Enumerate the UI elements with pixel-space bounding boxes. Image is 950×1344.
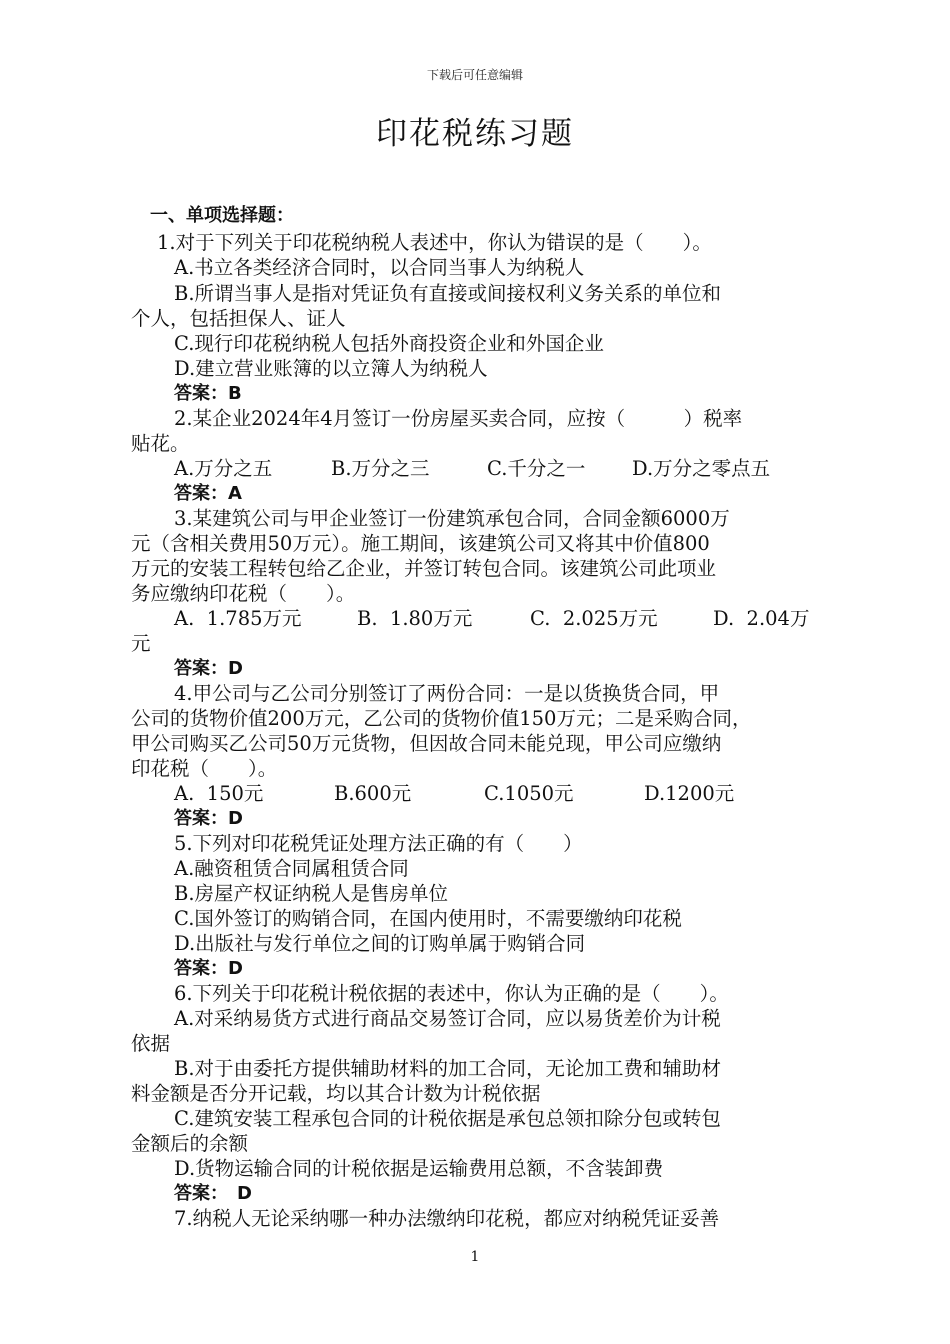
question-3-option-c: C. 2.025万元 bbox=[530, 607, 658, 630]
question-1-option-a: A.书立各类经济合同时，以合同当事人为纳税人 bbox=[174, 256, 585, 279]
question-3-option-d-cont: 元 bbox=[131, 632, 151, 655]
question-4-answer: 答案：D bbox=[174, 808, 243, 829]
question-3-option-d: D. 2.04万 bbox=[713, 607, 810, 630]
question-4-options bbox=[174, 781, 824, 806]
question-1-option-b: B.所谓当事人是指对凭证负有直接或间接权利义务关系的单位和 bbox=[174, 282, 722, 305]
question-4-option-d: D.1200元 bbox=[644, 782, 735, 805]
question-4-stem-cont-2: 甲公司购买乙公司50万元货物，但因故合同未能兑现，甲公司应缴纳 bbox=[131, 732, 722, 755]
question-2-stem: 2.某企业2024年4月签订一份房屋买卖合同，应按（ ）税率 bbox=[174, 407, 743, 430]
question-5-option-b: B.房屋产权证纳税人是售房单位 bbox=[174, 882, 449, 905]
question-5-option-a: A.融资租赁合同属租赁合同 bbox=[174, 857, 409, 880]
question-3-options bbox=[174, 606, 824, 631]
question-2-options bbox=[174, 456, 824, 481]
question-5-option-d: D.出版社与发行单位之间的订购单属于购销合同 bbox=[174, 932, 586, 955]
question-5-option-c: C.国外签订的购销合同，在国内使用时，不需要缴纳印花税 bbox=[174, 907, 682, 930]
question-1-stem: 1.对于下列关于印花税纳税人表述中，你认为错误的是（ ）。 bbox=[157, 231, 712, 254]
question-6-answer: 答案： D bbox=[174, 1183, 252, 1204]
question-6-option-a-cont: 依据 bbox=[131, 1032, 171, 1055]
question-6-option-c-cont: 金额后的余额 bbox=[131, 1132, 249, 1155]
question-6-option-a: A.对采纳易货方式进行商品交易签订合同，应以易货差价为计税 bbox=[174, 1007, 721, 1030]
question-1-option-c: C.现行印花税纳税人包括外商投资企业和外国企业 bbox=[174, 332, 604, 355]
question-2-option-c: C.千分之一 bbox=[487, 457, 586, 480]
question-6-stem: 6.下列关于印花税计税依据的表述中，你认为正确的是（ ）。 bbox=[174, 982, 729, 1005]
question-6-option-d: D.货物运输合同的计税依据是运输费用总额，不含装卸费 bbox=[174, 1157, 664, 1180]
question-3-stem-cont-1: 元（含相关费用50万元）。施工期间，该建筑公司又将其中价值800 bbox=[131, 532, 710, 555]
question-5-stem: 5.下列对印花税凭证处理方法正确的有（ ） bbox=[174, 832, 583, 855]
question-3-stem-cont-2: 万元的安装工程转包给乙企业，并签订转包合同。该建筑公司此项业 bbox=[131, 557, 717, 580]
question-6-option-b: B.对于由委托方提供辅助材料的加工合同，无论加工费和辅助材 bbox=[174, 1057, 722, 1080]
question-4-option-b: B.600元 bbox=[334, 782, 412, 805]
question-2-answer: 答案：A bbox=[174, 483, 242, 504]
question-4-stem-cont-3: 印花税（ ）。 bbox=[131, 757, 278, 780]
document-title: 印花税练习题 bbox=[376, 116, 574, 152]
question-5-answer: 答案：D bbox=[174, 958, 243, 979]
question-7-stem: 7.纳税人无论采纳哪一种办法缴纳印花税，都应对纳税凭证妥善 bbox=[174, 1207, 720, 1230]
question-3-option-b: B. 1.80万元 bbox=[357, 607, 473, 630]
question-1-option-b-cont: 个人，包括担保人、证人 bbox=[131, 307, 346, 330]
question-4-stem: 4.甲公司与乙公司分别签订了两份合同：一是以货换货合同，甲 bbox=[174, 682, 720, 705]
page-number: 1 bbox=[470, 1249, 480, 1265]
question-3-option-a: A. 1.785万元 bbox=[174, 607, 302, 630]
question-3-stem: 3.某建筑公司与甲企业签订一份建筑承包合同，合同金额6000万 bbox=[174, 507, 730, 530]
question-4-option-a: A. 150元 bbox=[174, 782, 264, 805]
question-2-option-a: A.万分之五 bbox=[174, 457, 273, 480]
question-4-stem-cont-1: 公司的货物价值200万元，乙公司的货物价值150万元；二是采购合同， bbox=[131, 707, 752, 730]
question-4-option-c: C.1050元 bbox=[484, 782, 574, 805]
section-heading: 一、单项选择题： bbox=[150, 205, 294, 226]
question-3-answer: 答案：D bbox=[174, 658, 243, 679]
question-6-option-c: C.建筑安装工程承包合同的计税依据是承包总领扣除分包或转包 bbox=[174, 1107, 721, 1130]
question-2-option-b: B.万分之三 bbox=[331, 457, 430, 480]
question-2-option-d: D.万分之零点五 bbox=[632, 457, 771, 480]
question-6-option-b-cont: 料金额是否分开记载，均以其合计数为计税依据 bbox=[131, 1082, 541, 1105]
question-2-stem-cont: 贴花。 bbox=[131, 432, 190, 455]
question-3-stem-cont-3: 务应缴纳印花税（ ）。 bbox=[131, 582, 356, 605]
question-1-answer: 答案：B bbox=[174, 383, 242, 404]
page-header: 下载后可任意编辑 bbox=[426, 68, 523, 82]
question-1-option-d: D.建立营业账簿的以立簿人为纳税人 bbox=[174, 357, 488, 380]
